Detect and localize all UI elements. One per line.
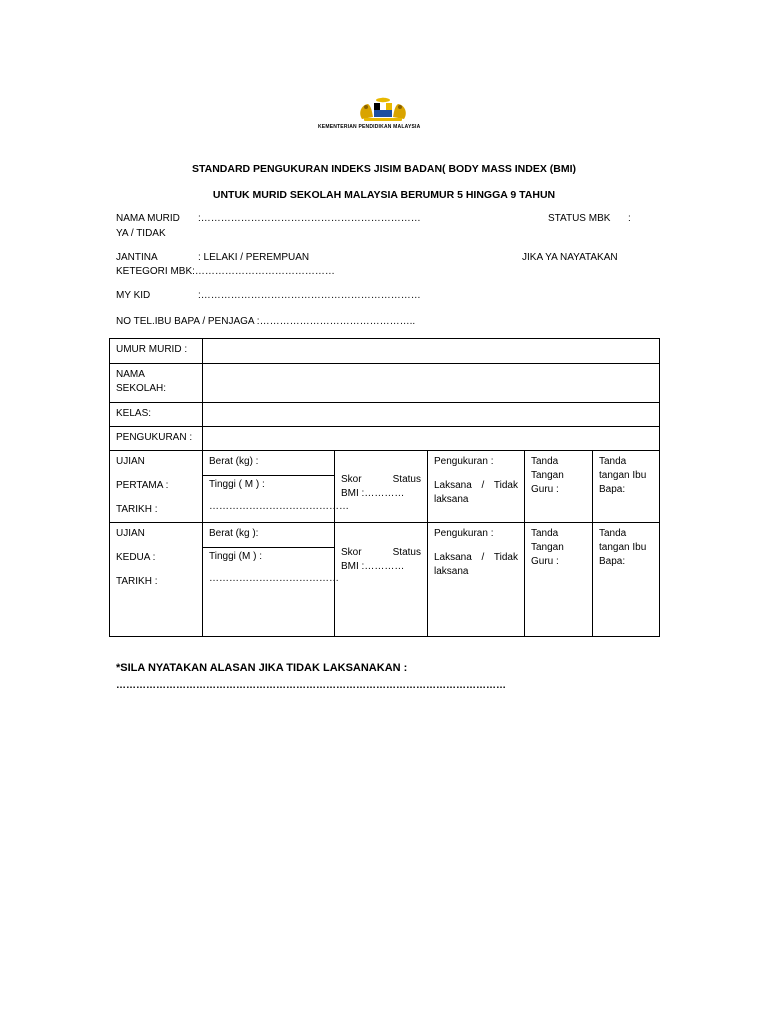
berat-label: Berat (kg ):: [209, 528, 259, 539]
nama-sekolah-label: [110, 364, 203, 403]
ya-tidak-option[interactable]: YA / TIDAK: [116, 228, 166, 239]
ujian-line: UJIAN: [116, 456, 145, 467]
pengukuran-status-cell-2[interactable]: [428, 523, 525, 637]
skor-bmi-cell-2[interactable]: [335, 523, 428, 637]
alasan-note: *SILA NYATAKAN ALASAN JIKA TIDAK LAKSANAKAN :: [116, 662, 408, 674]
laksana-option[interactable]: Laksana: [434, 480, 472, 491]
laksana-line: laksana: [434, 566, 469, 577]
pertama-line: PERTAMA :: [116, 480, 169, 491]
tanda-guru-cell-2[interactable]: [525, 523, 593, 637]
tangan-ibu-line: tangan Ibu: [599, 542, 647, 553]
tinggi-dots: ……………………………………: [209, 501, 349, 512]
alasan-field[interactable]: ………………………………………………………………………………………………………: [116, 680, 506, 691]
tanda-line: Tanda: [599, 456, 627, 467]
no-tel-field[interactable]: NO TEL.IBU BAPA / PENJAGA :………………………………………..: [116, 316, 416, 327]
pengukuran-field[interactable]: [203, 427, 660, 451]
ujian-line: UJIAN: [116, 528, 145, 539]
tanda-guru-cell-1[interactable]: [525, 451, 593, 523]
separator: /: [481, 480, 485, 491]
tarikh-line: TARIKH :: [116, 504, 158, 515]
pengukuran-label: Pengukuran :: [434, 528, 494, 539]
tinggi-label: Tinggi (M ) :: [209, 551, 262, 562]
berat-tinggi-cell-1[interactable]: [203, 451, 349, 523]
guru-line: Guru :: [531, 556, 559, 567]
ministry-name: KEMENTERIAN PENDIDIKAN MALAYSIA: [318, 124, 421, 130]
mykid-label: MY KID: [116, 290, 151, 301]
ujian-kedua-label: [110, 523, 203, 637]
tanda-ibubapa-cell-1[interactable]: [593, 451, 660, 523]
mykid-field[interactable]: :…………………………………………………………: [198, 290, 421, 301]
nama-murid-label: NAMA MURID: [116, 213, 180, 224]
ketegori-mbk-field[interactable]: KETEGORI MBK:……………………………………: [116, 266, 335, 277]
kelas-label: KELAS:: [110, 403, 203, 427]
laksana-line: laksana: [434, 494, 469, 505]
nama-sekolah-line2: SEKOLAH:: [116, 383, 167, 394]
nama-murid-field[interactable]: :…………………………………………………………: [198, 213, 421, 224]
laksana-option[interactable]: Laksana: [434, 552, 472, 563]
status-mbk-label: STATUS MBK: [548, 213, 611, 224]
nama-sekolah-field[interactable]: [203, 364, 660, 403]
tanda-line: Tanda: [599, 528, 627, 539]
umur-murid-label: UMUR MURID :: [110, 339, 203, 364]
status-label: Status: [392, 547, 421, 558]
bapa-line: Bapa:: [599, 484, 626, 495]
coat-of-arms-logo: [352, 97, 414, 123]
guru-line: Guru :: [531, 484, 559, 495]
tidak-option[interactable]: Tidak: [493, 480, 518, 491]
kelas-field[interactable]: [203, 403, 660, 427]
status-label: Status: [392, 473, 421, 485]
tangan-ibu-line: tangan Ibu: [599, 470, 647, 481]
bmi-label: BMI :…………: [341, 487, 405, 499]
pengukuran-label: PENGUKURAN :: [110, 427, 203, 451]
tinggi-label: Tinggi ( M ) :: [209, 479, 265, 490]
pengukuran-label: Pengukuran :: [434, 456, 494, 467]
berat-label: Berat (kg) :: [209, 456, 259, 467]
form-subtitle: UNTUK MURID SEKOLAH MALAYSIA BERUMUR 5 HINGGA 9 TAHUN: [212, 189, 556, 201]
skor-label: Skor: [341, 547, 362, 558]
jantina-label: JANTINA: [116, 252, 158, 263]
measurement-table: [109, 338, 660, 637]
jika-ya-label: JIKA YA NAYATAKAN: [522, 252, 618, 263]
tanda-line: Tanda: [531, 456, 559, 467]
bmi-label: BMI :…………: [341, 561, 405, 572]
tinggi-dots: …………………………………: [209, 573, 339, 584]
form-title: STANDARD PENGUKURAN INDEKS JISIM BADAN( BODY MASS INDEX (BMI): [191, 163, 577, 175]
status-mbk-colon: :: [628, 213, 631, 224]
pengukuran-status-cell-1[interactable]: [428, 451, 525, 523]
tanda-ibubapa-cell-2[interactable]: [593, 523, 660, 637]
tidak-option[interactable]: Tidak: [493, 552, 518, 563]
kedua-line: KEDUA :: [116, 552, 156, 563]
skor-label: Skor: [341, 473, 362, 485]
tarikh-line: TARIKH :: [116, 576, 158, 587]
umur-murid-field[interactable]: [203, 339, 660, 364]
tangan-line: Tangan: [531, 470, 564, 481]
tanda-line: Tanda: [531, 528, 559, 539]
nama-sekolah-line1: NAMA: [116, 369, 145, 380]
berat-tinggi-cell-2[interactable]: [203, 523, 339, 637]
ujian-pertama-label: [110, 451, 203, 523]
bapa-line: Bapa:: [599, 556, 626, 567]
separator: /: [481, 552, 485, 563]
jantina-option[interactable]: : LELAKI / PEREMPUAN: [198, 252, 310, 263]
tangan-line: Tangan: [531, 542, 564, 553]
